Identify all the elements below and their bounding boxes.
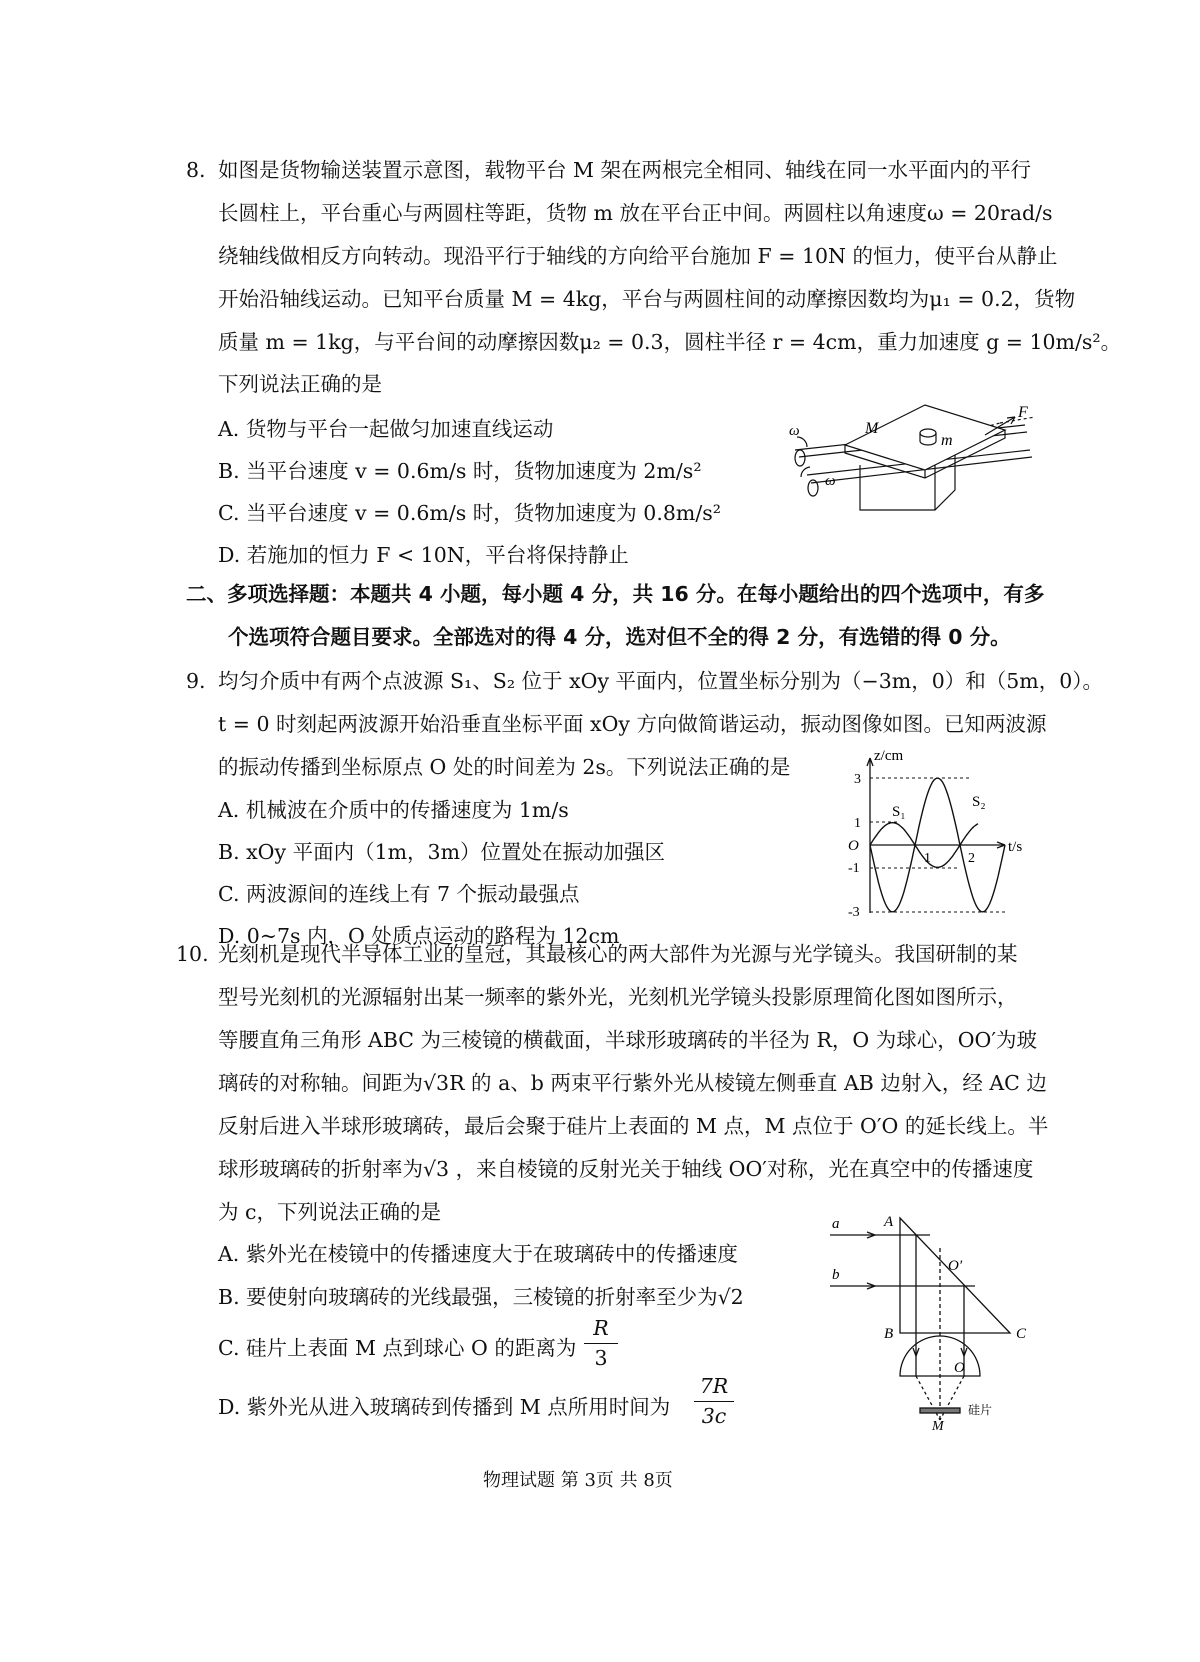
label-O: O bbox=[954, 1360, 965, 1376]
q8-line-2: 长圆柱上，平台重心与两圆柱等距，货物 m 放在平台正中间。两圆柱以角速度ω = 20rad/s bbox=[218, 201, 1053, 225]
label-b: b bbox=[832, 1267, 840, 1283]
page-footer: 物理试题 第 3页 共 8页 bbox=[483, 1470, 673, 1491]
q9-option-d: D. 0~7s 内，O 处质点运动的路程为 12cm bbox=[218, 924, 620, 948]
section-2-heading-line-2: 个选项符合题目要求。全部选对的得 4 分，选对但不全的得 2 分，有选错的得 0 分。 bbox=[228, 625, 1011, 649]
tick-z-neg1: -1 bbox=[848, 861, 860, 876]
q8-option-c: C. 当平台速度 v = 0.6m/s 时，货物加速度为 0.8m/s² bbox=[218, 501, 721, 525]
q10-line-6: 球形玻璃砖的折射率为√3 ，来自棱镜的反射光关于轴线 OO′对称，光在真空中的传播速度 bbox=[218, 1157, 1034, 1181]
q10-line-7: 为 c，下列说法正确的是 bbox=[218, 1200, 441, 1224]
q10-option-b: B. 要使射向玻璃砖的光线最强，三棱镜的折射率至少为√2 bbox=[218, 1285, 744, 1309]
tick-t-1: 1 bbox=[924, 851, 931, 866]
label-C: C bbox=[1016, 1326, 1027, 1342]
series-label-s2: S₂ bbox=[972, 794, 986, 810]
conveyor-figure bbox=[785, 395, 1045, 530]
q10-line-1: 光刻机是现代半导体工业的皇冠，其最核心的两大部件为光源与光学镜头。我国研制的某 bbox=[218, 942, 1018, 966]
question-8-number: 8. bbox=[186, 158, 206, 182]
question-10-number: 10. bbox=[176, 942, 209, 966]
label-B: B bbox=[884, 1326, 894, 1342]
label-omega-1: ω bbox=[789, 423, 800, 439]
q10-line-3: 等腰直角三角形 ABC 为三棱镜的横截面，半球形玻璃砖的半径为 R，O 为球心，OO′为玻 bbox=[218, 1028, 1038, 1052]
fraction-numerator: R bbox=[593, 1316, 609, 1340]
question-9-number: 9. bbox=[186, 669, 206, 693]
tick-t-2: 2 bbox=[968, 851, 975, 866]
optics-figure bbox=[820, 1208, 1050, 1434]
fraction-denominator: 3 bbox=[594, 1345, 608, 1370]
q10-option-c-fraction bbox=[584, 1318, 618, 1368]
label-platform-M: M bbox=[865, 420, 879, 437]
label-A: A bbox=[884, 1214, 894, 1230]
q8-option-a: A. 货物与平台一起做匀加速直线运动 bbox=[218, 417, 554, 441]
label-cargo-m: m bbox=[941, 432, 953, 449]
q8-line-5: 质量 m = 1kg，与平台间的动摩擦因数μ₂ = 0.3，圆柱半径 r = 4cm，重力加速度 g = 10m/s²。 bbox=[218, 330, 1122, 354]
label-force-F: F bbox=[1018, 404, 1028, 421]
q9-option-a: A. 机械波在介质中的传播速度为 1m/s bbox=[218, 798, 569, 822]
fraction-denominator: 3c bbox=[701, 1403, 727, 1428]
label-a: a bbox=[832, 1216, 840, 1232]
q8-line-4: 开始沿轴线运动。已知平台质量 M = 4kg，平台与两圆柱间的动摩擦因数均为μ₁ = 0.2，货物 bbox=[218, 287, 1076, 311]
q10-option-a: A. 紫外光在棱镜中的传播速度大于在玻璃砖中的传播速度 bbox=[218, 1242, 738, 1266]
t-axis-label: t/s bbox=[1008, 839, 1023, 855]
q8-line-3: 绕轴线做相反方向转动。现沿平行于轴线的方向给平台施加 F = 10N 的恒力，使平台从静止 bbox=[218, 244, 1058, 268]
q9-option-c: C. 两波源间的连线上有 7 个振动最强点 bbox=[218, 882, 580, 906]
q10-line-5: 反射后进入半球形玻璃砖，最后会聚于硅片上表面的 M 点，M 点位于 O′O 的延长线上。半 bbox=[218, 1114, 1049, 1138]
q10-option-d-fraction bbox=[694, 1376, 734, 1426]
q8-option-d: D. 若施加的恒力 F < 10N，平台将保持静止 bbox=[218, 543, 629, 567]
q10-option-d: D. 紫外光从进入玻璃砖到传播到 M 点所用时间为 bbox=[218, 1395, 671, 1419]
origin-label: O bbox=[848, 838, 859, 854]
q9-line-1: 均匀介质中有两个点波源 S₁、S₂ 位于 xOy 平面内，位置坐标分别为（−3m，0）和（5m，0）。 bbox=[218, 669, 1104, 693]
q9-line-2: t = 0 时刻起两波源开始沿垂直坐标平面 xOy 方向做简谐运动，振动图像如图。已知两波源 bbox=[218, 712, 1047, 736]
label-O-prime: O′ bbox=[948, 1258, 963, 1274]
series-label-s1: S₁ bbox=[892, 804, 906, 820]
tick-z-3: 3 bbox=[854, 772, 861, 787]
z-axis-label: z/cm bbox=[874, 748, 904, 764]
label-wafer: 硅片 bbox=[968, 1403, 993, 1417]
tick-z-neg3: -3 bbox=[848, 905, 860, 920]
q8-option-b: B. 当平台速度 v = 0.6m/s 时，货物加速度为 2m/s² bbox=[218, 459, 702, 483]
q10-line-2: 型号光刻机的光源辐射出某一频率的紫外光，光刻机光学镜头投影原理简化图如图所示， bbox=[218, 985, 1018, 1009]
vibration-graph bbox=[840, 748, 1040, 918]
fraction-numerator: 7R bbox=[699, 1374, 729, 1398]
label-omega-2: ω bbox=[825, 473, 836, 489]
q10-line-4: 璃砖的对称轴。间距为√3R 的 a、b 两束平行紫外光从棱镜左侧垂直 AB 边射入，经 AC 边 bbox=[218, 1071, 1047, 1095]
section-2-heading: 二、多项选择题：本题共 4 小题，每小题 4 分，共 16 分。在每小题给出的四个选项中，有多 bbox=[186, 582, 1045, 606]
q8-line-1: 如图是货物输送装置示意图，载物平台 M 架在两根完全相同、轴线在同一水平面内的平行 bbox=[218, 158, 1032, 182]
q9-line-3: 的振动传播到坐标原点 O 处的时间差为 2s。下列说法正确的是 bbox=[218, 755, 791, 779]
tick-z-1: 1 bbox=[854, 816, 861, 831]
q10-option-c: C. 硅片上表面 M 点到球心 O 的距离为 bbox=[218, 1336, 577, 1360]
label-M: M bbox=[932, 1419, 944, 1434]
q9-option-b: B. xOy 平面内（1m，3m）位置处在振动加强区 bbox=[218, 840, 666, 864]
q8-line-6: 下列说法正确的是 bbox=[218, 372, 382, 396]
